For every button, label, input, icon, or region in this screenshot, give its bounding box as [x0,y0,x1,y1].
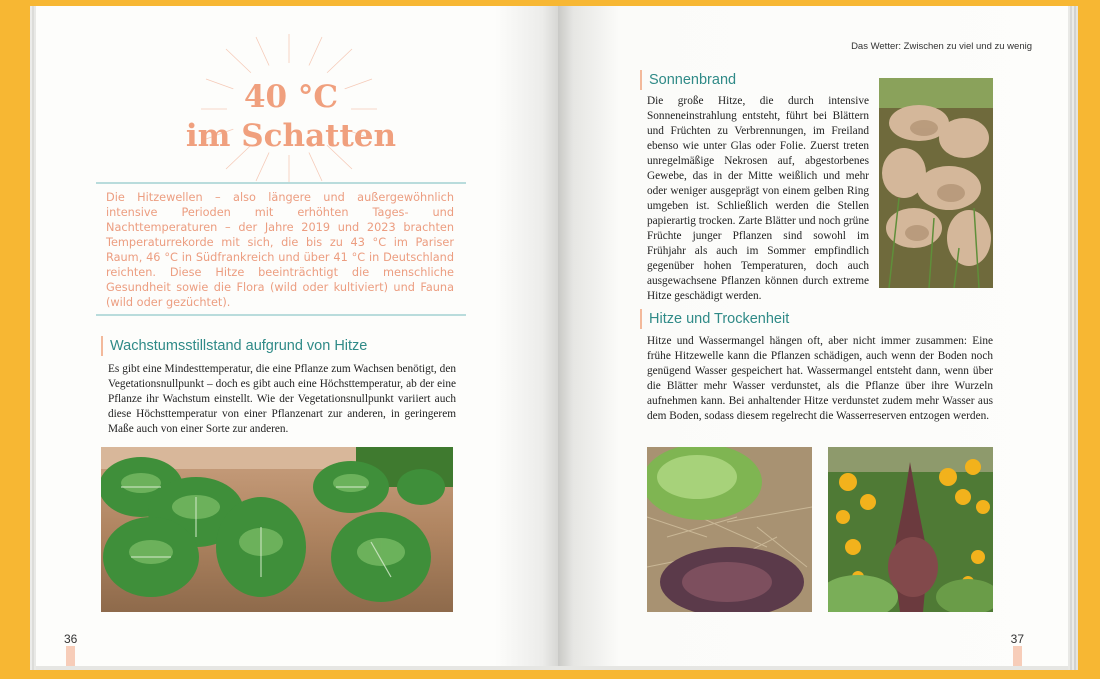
page-number-right: 37 [1010,632,1024,646]
sunburn-photo [879,78,993,288]
page-tab-left [66,646,75,666]
intro-text: Die Hitzewellen – also längere und außergewöhnlich intensive Perioden mit erhöhten Tages- und Nachttemperaturen – der Jahre 2019 und 2023 brachten Temperaturrekorde mit sich, die bis zu 43 °C im Pariser Raum, 46 °C in Südfrankreich und über 41 °C in Deutschland reichten. Diese Hitze beeinträchtigt die menschliche Gesundheit sowie die Flora (wild oder kultiviert) und Fauna (wild oder gezüchtet). [106,191,454,309]
section-text-sunburn: Die große Hitze, die durch intensive Sonneneinstrahlung entsteht, führt bei Blättern und Früchten zu Verbrennungen, im Freiland ebenso wie unter Glas oder Folie. Zuerst treten unregelmäßige Nekrosen auf, abgestorbenes Gewebe, das in der Mitte weißlich und mehr oder weniger ausgeprägt von einem gelben Ring umgeben ist. Schließlich werden die Stellen papierartig trocken. Zarte Blätter und noch grüne Früchte junger Pflanzen sind sowohl im Frühjahr als auch im Sommer empfindlich gegenüber hohen Temperaturen, doch auch ausgewachsene Pflanzen können durch extreme Hitze geschädigt werden. [647,95,869,302]
open-book [28,6,1078,670]
right-page [558,6,1068,670]
section-text-growth-stop: Es gibt eine Mindesttemperatur, die eine Pflanze zum Wachsen benötigt, den Vegetationsnullpunkt – doch es gibt auch eine Höchsttemperatur, ab der eine Pflanze ihr Wachstum einstellt. Wie der Vegetationsnullpunkt variiert auch diese Höchsttemperatur von einer Pflanzenart zur anderen, in geringerem Maße auch von einer Sorte zur anderen. [108,363,456,435]
section-text-heat-drought: Hitze und Wassermangel hängen oft, aber nicht immer zusammen: Eine frühe Hitzewelle kann die Pflanzen schädigen, auch wenn der Boden noch genügend Wasser gespeichert hat. Wassermangel entsteht dann, wenn über die Blätter mehr Wasser verdunstet, als die Pflanze über ihre Wurzeln aufnehmen kann. Bei anhaltender Hitze verdunstet zudem mehr Wasser aus dem Boden, sodass diesem regelrecht die Wasserreserven entzogen werden. [647,335,993,422]
running-head: Das Wetter: Zwischen zu viel und zu wenig [851,41,1032,52]
marigold-photo [828,447,993,612]
page-edge-left [36,666,558,670]
lettuce-mulch-photo [647,447,812,612]
section-heading-sunburn: Sonnenbrand [640,70,736,90]
chapter-title-line1: 40 °C [243,79,339,115]
left-page [36,6,558,670]
chapter-title-line2: im Schatten [185,118,397,154]
page-edge-right [558,666,1068,670]
section-heading-growth-stop: Wachstumsstillstand aufgrund von Hitze [101,336,367,356]
intro-box [96,182,466,316]
page-number-left: 36 [64,632,78,646]
page-tab-right [1013,646,1022,666]
section-heading-heat-drought: Hitze und Trockenheit [640,309,789,329]
plants-photo [101,447,453,612]
